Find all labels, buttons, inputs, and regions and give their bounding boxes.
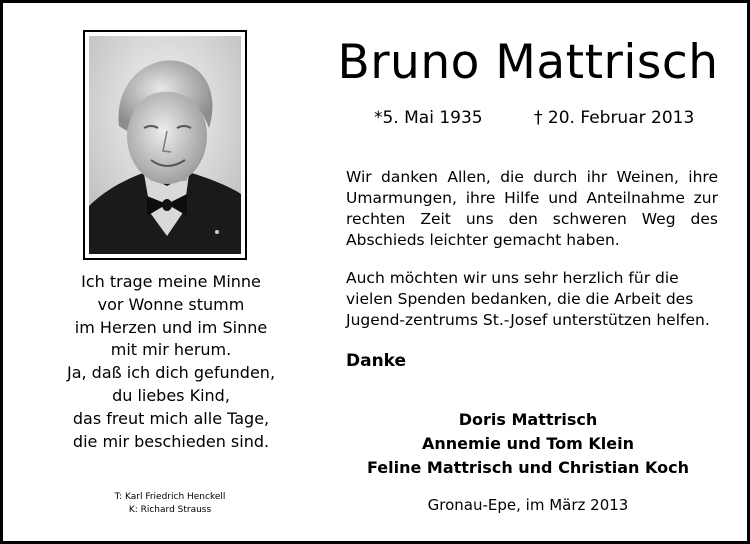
- thanks-paragraph-1: Wir danken Allen, die durch ihr Weinen, ihre Umarmungen, ihre Hilfe und Anteilnahme zur rechten Zeit uns den schweren Weg des Abschieds leichter gemacht haben.: [346, 168, 718, 249]
- closing-thanks: Danke: [346, 351, 407, 371]
- thanks-paragraph-2: Auch möchten wir uns sehr herzlich für die vielen Spenden bedanken, die die Arbeit des Jugend-zentrums St.-Josef unterstützen helfen.: [346, 269, 710, 329]
- deceased-name: Bruno Mattrisch: [337, 35, 719, 90]
- poem-line: die mir beschieden sind.: [72, 431, 270, 451]
- portrait-photo: [89, 36, 241, 254]
- signer: Annemie und Tom Klein: [421, 434, 635, 453]
- poem-line: Ich trage meine Minne: [81, 272, 261, 291]
- signer: Doris Mattrisch: [458, 410, 598, 429]
- poem-line: im Herzen und im Sinne: [74, 317, 268, 337]
- poem-line: das freut mich alle Tage,: [72, 408, 270, 428]
- birth-date: *5. Mai 1935: [374, 108, 483, 128]
- portrait-frame: [83, 30, 247, 260]
- poem-credits: [98, 491, 242, 517]
- composer-credit: K: Richard Strauss: [128, 505, 212, 515]
- poem-line: du liebes Kind,: [112, 385, 230, 405]
- place-date: Gronau-Epe, im März 2013: [427, 496, 629, 514]
- signers-list: [333, 408, 723, 480]
- lyricist-credit: T: Karl Friedrich Henckell: [114, 492, 226, 502]
- poem: [43, 271, 299, 453]
- death-date: † 20. Februar 2013: [534, 108, 695, 128]
- poem-line: mit mir herum.: [110, 340, 232, 360]
- poem-line: Ja, daß ich dich gefunden,: [66, 363, 276, 383]
- signer: Feline Mattrisch und Christian Koch: [367, 458, 689, 477]
- poem-line: vor Wonne stumm: [97, 294, 245, 314]
